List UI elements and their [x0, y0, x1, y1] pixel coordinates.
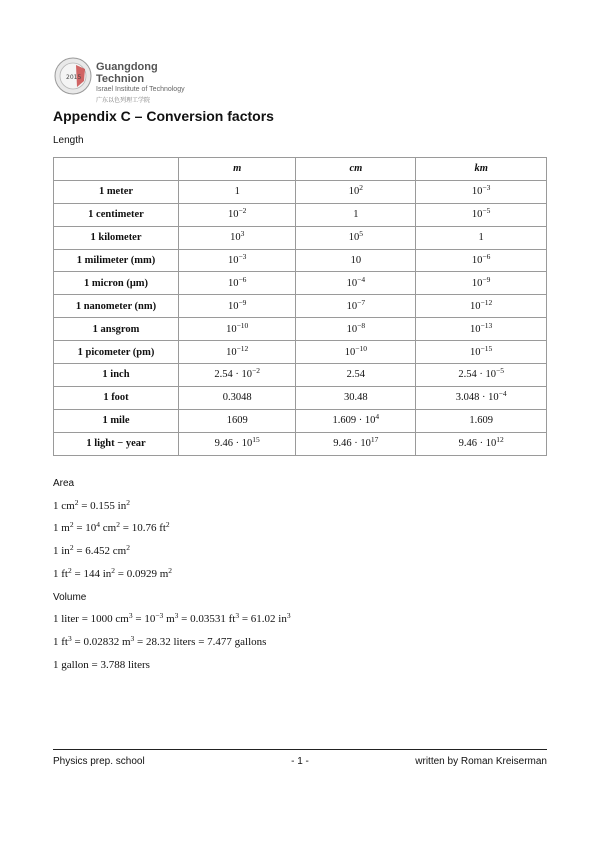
- cell-km: $10^{-6}$: [416, 249, 547, 272]
- table-row: [54, 203, 547, 226]
- logo-chinese-name: 广东以色列理工学院: [96, 97, 151, 104]
- length-section-label: Length: [53, 135, 84, 146]
- cell-km: $10^{-3}$: [416, 180, 547, 203]
- length-table-body: [54, 180, 547, 455]
- cell-m: $10^{-12}$: [179, 341, 296, 364]
- column-header-cm: cm: [296, 158, 416, 181]
- footer-right: written by Roman Kreiserman: [415, 756, 547, 767]
- cell-cm: 30.48: [296, 386, 416, 409]
- area-formula: 1 $cm^2 = 0.155$ $in^2$: [53, 498, 130, 512]
- logo-name: Guangdong Technion: [96, 61, 158, 85]
- cell-km: $3.048 \cdot 10^{-4}$: [416, 386, 547, 409]
- cell-km: $10^{-9}$: [416, 272, 547, 295]
- column-header-m: m: [179, 158, 296, 181]
- table-row: [54, 318, 547, 341]
- table-row: [54, 341, 547, 364]
- volume-section-label: Volume: [53, 592, 87, 603]
- cell-cm: $10^5$: [296, 226, 416, 249]
- row-unit-label: 1 picometer (pm): [54, 341, 179, 364]
- cell-m: $2.54 \cdot 10^{-2}$: [179, 364, 296, 387]
- volume-formula: 1 gallon = 3.788 liters: [53, 659, 150, 671]
- row-unit-label: 1 milimeter (mm): [54, 249, 179, 272]
- cell-cm: 1: [296, 203, 416, 226]
- cell-km: $9.46 \cdot 10^{12}$: [416, 432, 547, 455]
- technion-seal-icon: [54, 57, 92, 95]
- cell-km: $2.54 \cdot 10^{-5}$: [416, 364, 547, 387]
- cell-cm: $10^2$: [296, 180, 416, 203]
- cell-km: $10^{-12}$: [416, 295, 547, 318]
- row-unit-label: 1 inch: [54, 364, 179, 387]
- seal-year: 2015: [66, 74, 82, 81]
- page-title: Appendix C – Conversion factors: [53, 108, 274, 124]
- cell-m: $10^{-9}$: [179, 295, 296, 318]
- cell-m: $10^{-3}$: [179, 249, 296, 272]
- table-row: [54, 272, 547, 295]
- table-row: [54, 409, 547, 432]
- cell-km: $10^{-5}$: [416, 203, 547, 226]
- page-number: - 1 -: [291, 756, 309, 767]
- area-formula: 1 $in^2 = 6.452$ $cm^2$: [53, 543, 130, 557]
- institution-logo: [54, 55, 204, 104]
- cell-cm: $10^{-7}$: [296, 295, 416, 318]
- row-unit-label: 1 kilometer: [54, 226, 179, 249]
- table-row: [54, 295, 547, 318]
- cell-km: 1.609: [416, 409, 547, 432]
- cell-km: $10^{-15}$: [416, 341, 547, 364]
- footer-left: Physics prep. school: [53, 756, 145, 767]
- row-unit-label: 1 nanometer (nm): [54, 295, 179, 318]
- area-section-label: Area: [53, 478, 75, 489]
- cell-m: 0.3048: [179, 386, 296, 409]
- table-row: [54, 226, 547, 249]
- logo-subtitle: Israel Institute of Technology: [96, 86, 185, 93]
- cell-cm: $10^{-4}$: [296, 272, 416, 295]
- cell-cm: $9.46 \cdot 10^{17}$: [296, 432, 416, 455]
- cell-cm: $1.609 \cdot 10^4$: [296, 409, 416, 432]
- row-unit-label: 1 meter: [54, 180, 179, 203]
- table-row: [54, 386, 547, 409]
- cell-cm: 10: [296, 249, 416, 272]
- cell-cm: 2.54: [296, 364, 416, 387]
- table-corner-cell: [54, 158, 179, 181]
- cell-m: 1609: [179, 409, 296, 432]
- cell-km: 1: [416, 226, 547, 249]
- area-formula: 1 $ft^2 = 144$ $in^2 = 0.0929$ $m^2$: [53, 566, 173, 580]
- volume-formula: 1 $ft^3 = 0.02832$ $m^3 = 28.32$ liters = 7.477 gallons: [53, 634, 267, 648]
- length-conversion-table: [53, 157, 547, 456]
- cell-m: $9.46 \cdot 10^{15}$: [179, 432, 296, 455]
- table-row: [54, 249, 547, 272]
- column-header-km: km: [416, 158, 547, 181]
- row-unit-label: 1 micron (μm): [54, 272, 179, 295]
- area-formula: 1 $m^2 = 10^4$ $cm^2 = 10.76$ $ft^2$: [53, 520, 170, 534]
- row-unit-label: 1 mile: [54, 409, 179, 432]
- cell-m: 1: [179, 180, 296, 203]
- cell-m: $10^{-10}$: [179, 318, 296, 341]
- row-unit-label: 1 foot: [54, 386, 179, 409]
- cell-km: $10^{-13}$: [416, 318, 547, 341]
- cell-cm: $10^{-10}$: [296, 341, 416, 364]
- table-row: [54, 432, 547, 455]
- row-unit-label: 1 centimeter: [54, 203, 179, 226]
- cell-m: $10^{-2}$: [179, 203, 296, 226]
- table-row: [54, 364, 547, 387]
- row-unit-label: 1 ansgrom: [54, 318, 179, 341]
- table-header-row: [54, 158, 547, 181]
- cell-m: $10^{-6}$: [179, 272, 296, 295]
- table-row: [54, 180, 547, 203]
- footer-divider: [53, 749, 547, 750]
- cell-m: $10^3$: [179, 226, 296, 249]
- row-unit-label: 1 light − year: [54, 432, 179, 455]
- cell-cm: $10^{-8}$: [296, 318, 416, 341]
- volume-formula: 1 liter = 1000 $cm^3 = 10^{-3}$ $m^3 = 0.03531$ $ft^3 = 61.02$ $in^3$: [53, 611, 291, 625]
